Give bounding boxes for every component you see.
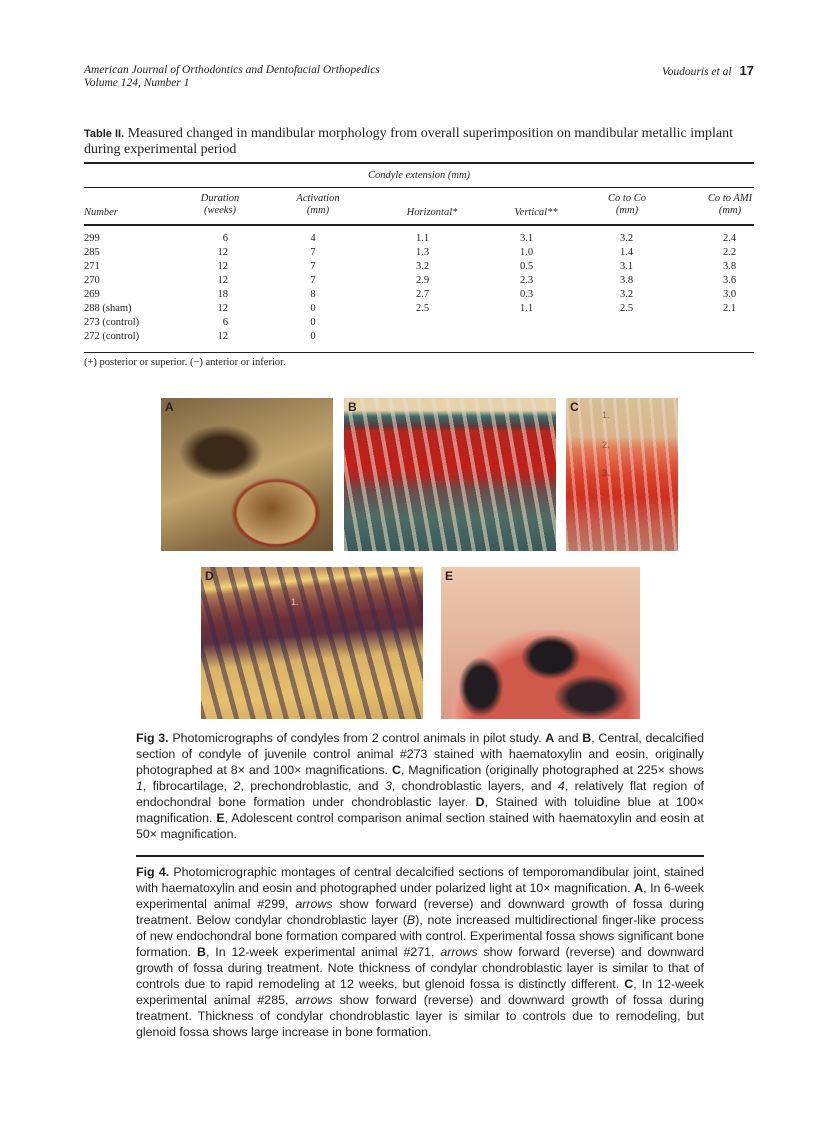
cell-number: 270: [84, 275, 100, 286]
authors: Voudouris et al: [661, 66, 732, 78]
page-number: 17: [739, 63, 754, 78]
caption-text: , relatively flat region of endochondral bone formation under chondroblastic layer.: [136, 779, 704, 809]
cell-co-to-ami: 2.1: [723, 303, 737, 314]
layer-number-1: 1.: [602, 410, 610, 420]
col-header-duration: [180, 193, 260, 217]
cell-activation: 0: [310, 331, 316, 342]
panel-label-a: A: [165, 400, 174, 414]
spanning-header: Condyle extension (mm): [367, 170, 471, 181]
col-header-activation: [278, 193, 358, 217]
cell-number: 271: [84, 261, 100, 272]
layer-number-1: 1.: [291, 597, 299, 607]
col-header-activation-line1: Activation: [296, 193, 340, 204]
cell-horizontal: 1.1: [416, 233, 430, 244]
cell-co-to-ami: 2.4: [723, 233, 737, 244]
col-header-co-to-ami: [690, 193, 770, 217]
cell-co-to-co: 1.4: [620, 247, 634, 258]
figure4-label: Fig 4.: [136, 865, 170, 879]
cell-horizontal: 2.7: [416, 289, 430, 300]
cell-vertical: 0.5: [520, 261, 534, 272]
caption-text: Photomicrographic montages of central decalcified sections of temporomandibular joint, stained with haematoxylin and eosin and photographed under polarized light at 10× magnification.: [136, 865, 704, 895]
panel-ref: C: [624, 977, 634, 991]
col-header-number: Number: [84, 207, 118, 218]
caption-text: , In 6-week experimental animal #299,: [136, 881, 704, 911]
col-header-co-to-ami-line2: (mm): [718, 205, 742, 216]
cell-co-to-ami: 3.0: [723, 289, 737, 300]
caption-text: show forward (reverse) and downward growth of fossa during treatment. Below condylar chondroblastic layer (: [136, 897, 704, 927]
cell-duration: 12: [217, 247, 228, 258]
col-header-co-to-ami-line1: Co to AMI: [707, 193, 753, 204]
cell-duration: 6: [222, 233, 228, 244]
caption-text: , chondroblastic layers, and: [391, 779, 558, 793]
panel-ref: E: [216, 811, 225, 825]
cell-activation: 7: [310, 247, 316, 258]
photo-panel-b: [344, 398, 556, 551]
col-header-horizontal: Horizontal*: [406, 207, 458, 218]
caption-text: ), note increased multidirectional finger-like process of new endochondral bone formation compared with control. Experimental fossa shows significant bone formation.: [136, 913, 704, 959]
cell-duration: 12: [217, 275, 228, 286]
figure3-label: Fig 3.: [136, 731, 169, 745]
table-bottom-rule: [84, 352, 754, 353]
figure3-caption: [136, 730, 704, 842]
layer-ref: 1: [136, 779, 143, 793]
table-caption: [84, 126, 754, 157]
cell-activation: 4: [310, 233, 316, 244]
figure4-caption: [136, 864, 704, 1040]
cell-duration: 6: [222, 317, 228, 328]
cell-activation: 8: [310, 289, 316, 300]
col-header-activation-line2: (mm): [306, 205, 330, 216]
caption-text: , Adolescent control comparison animal section stained with haematoxylin and eosin at 50× magnification.: [136, 811, 704, 841]
table-label: Table II.: [84, 128, 125, 140]
cell-duration: 12: [217, 261, 228, 272]
layer-number-3: 3.: [602, 468, 610, 478]
cell-co-to-ami: 3.6: [723, 275, 737, 286]
panel-ref: A: [634, 881, 644, 895]
panel-ref: C: [391, 763, 401, 777]
spanning-header-rule: [84, 187, 754, 188]
cell-co-to-co: 3.1: [620, 261, 634, 272]
panel-label-b: B: [348, 400, 357, 414]
cell-horizontal: 2.5: [416, 303, 430, 314]
photo-panel-c: [566, 398, 678, 551]
cell-duration: 18: [217, 289, 228, 300]
layer-number-2: 2.: [602, 440, 610, 450]
layer-ref: 2: [233, 779, 241, 793]
caption-text: show forward (reverse) and downward growth of fossa during treatment. Thickness of condylar chondroblastic layer is similar to controls due to remodeling, but glenoid fossa shows large increase in bone formation.: [136, 993, 704, 1039]
table-footnote: (+) posterior or superior. (−) anterior or inferior.: [84, 357, 286, 368]
photo-panel-a: [161, 398, 333, 551]
panel-label-d: D: [205, 569, 214, 583]
header-bottom-rule: [84, 224, 754, 226]
caption-text: Photomicrographs of condyles from 2 control animals in pilot study.: [168, 731, 546, 745]
cell-number: 269: [84, 289, 100, 300]
cell-vertical: 1.1: [520, 303, 534, 314]
col-header-co-to-co-line1: Co to Co: [608, 193, 646, 204]
col-header-duration-line2: (weeks): [203, 205, 237, 216]
caption-text: , In 12-week experimental animal #271,: [205, 945, 441, 959]
panel-ref: B: [582, 731, 592, 745]
emphasis: arrows: [295, 897, 333, 911]
emphasis: arrows: [295, 993, 333, 1007]
cell-horizontal: 3.2: [416, 261, 430, 272]
journal-volume: Volume 124, Number 1: [84, 77, 190, 89]
table-top-rule: [84, 162, 754, 164]
layer-ref: 3: [384, 779, 392, 793]
cell-activation: 7: [310, 261, 316, 272]
cell-number: 285: [84, 247, 100, 258]
cell-number: 299: [84, 233, 100, 244]
cell-number: 272 (control): [84, 331, 140, 342]
panel-ref: D: [475, 795, 485, 809]
cell-co-to-co: 3.8: [620, 275, 634, 286]
cell-co-to-co: 2.5: [620, 303, 634, 314]
cell-horizontal: 1.3: [416, 247, 430, 258]
cell-horizontal: 2.9: [416, 275, 430, 286]
panel-label-e: E: [445, 569, 454, 583]
photo-panel-e: [441, 567, 640, 719]
running-head-right: [662, 64, 754, 79]
caption-text: , Central, decalcified section of condyle of juvenile control animal #273 stained with haematoxylin and eosin, originally photographed at 8× and 100× magnifications.: [136, 731, 705, 777]
photo-panel-d: [201, 567, 423, 719]
caption-text: show forward (reverse) and downward growth of fossa during treatment. Note thickness of condylar chondroblastic layer is similar to that of controls due to rapid remodeling at 12 weeks, but glenoid fossa is distinctly different.: [136, 945, 704, 991]
cell-vertical: 0.3: [520, 289, 534, 300]
caption-text: , fibrocartilage,: [142, 779, 234, 793]
cell-co-to-ami: 3.8: [723, 261, 737, 272]
col-header-co-to-co: [587, 193, 667, 217]
emphasis: B: [406, 913, 416, 927]
cell-vertical: 1.0: [520, 247, 534, 258]
cell-duration: 12: [217, 303, 228, 314]
caption-text: , prechondroblastic, and: [240, 779, 385, 793]
cell-vertical: 2.3: [520, 275, 534, 286]
caption-text: , Stained with toluidine blue at 100× magnification.: [136, 795, 705, 825]
cell-vertical: 3.1: [520, 233, 534, 244]
col-header-co-to-co-line2: (mm): [615, 205, 639, 216]
caption-text: , Magnification (originally photographed at 225× shows: [400, 763, 704, 777]
cell-activation: 0: [310, 303, 316, 314]
cell-activation: 0: [310, 317, 316, 328]
panel-label-c: C: [570, 400, 579, 414]
cell-co-to-co: 3.2: [620, 289, 634, 300]
journal-name: American Journal of Orthodontics and Dentofacial Orthopedics: [84, 64, 380, 76]
running-head: [84, 64, 754, 90]
col-header-duration-line1: Duration: [200, 193, 240, 204]
cell-co-to-co: 3.2: [620, 233, 634, 244]
panel-ref: A: [545, 731, 555, 745]
caption-text: , In 12-week experimental animal #285,: [136, 977, 705, 1007]
table-caption-text: Measured changed in mandibular morphology from overall superimposition on mandibular metallic implant during experimental period: [84, 126, 733, 157]
figure4-rule: [136, 855, 704, 857]
cell-co-to-ami: 2.2: [723, 247, 737, 258]
emphasis: arrows: [440, 945, 478, 959]
cell-duration: 12: [217, 331, 228, 342]
col-header-vertical: Vertical**: [514, 207, 558, 218]
panel-ref: B: [197, 945, 206, 959]
layer-ref: 4: [557, 779, 565, 793]
caption-text: and: [554, 731, 583, 745]
cell-number: 288 (sham): [84, 303, 132, 314]
cell-number: 273 (control): [84, 317, 140, 328]
cell-activation: 7: [310, 275, 316, 286]
